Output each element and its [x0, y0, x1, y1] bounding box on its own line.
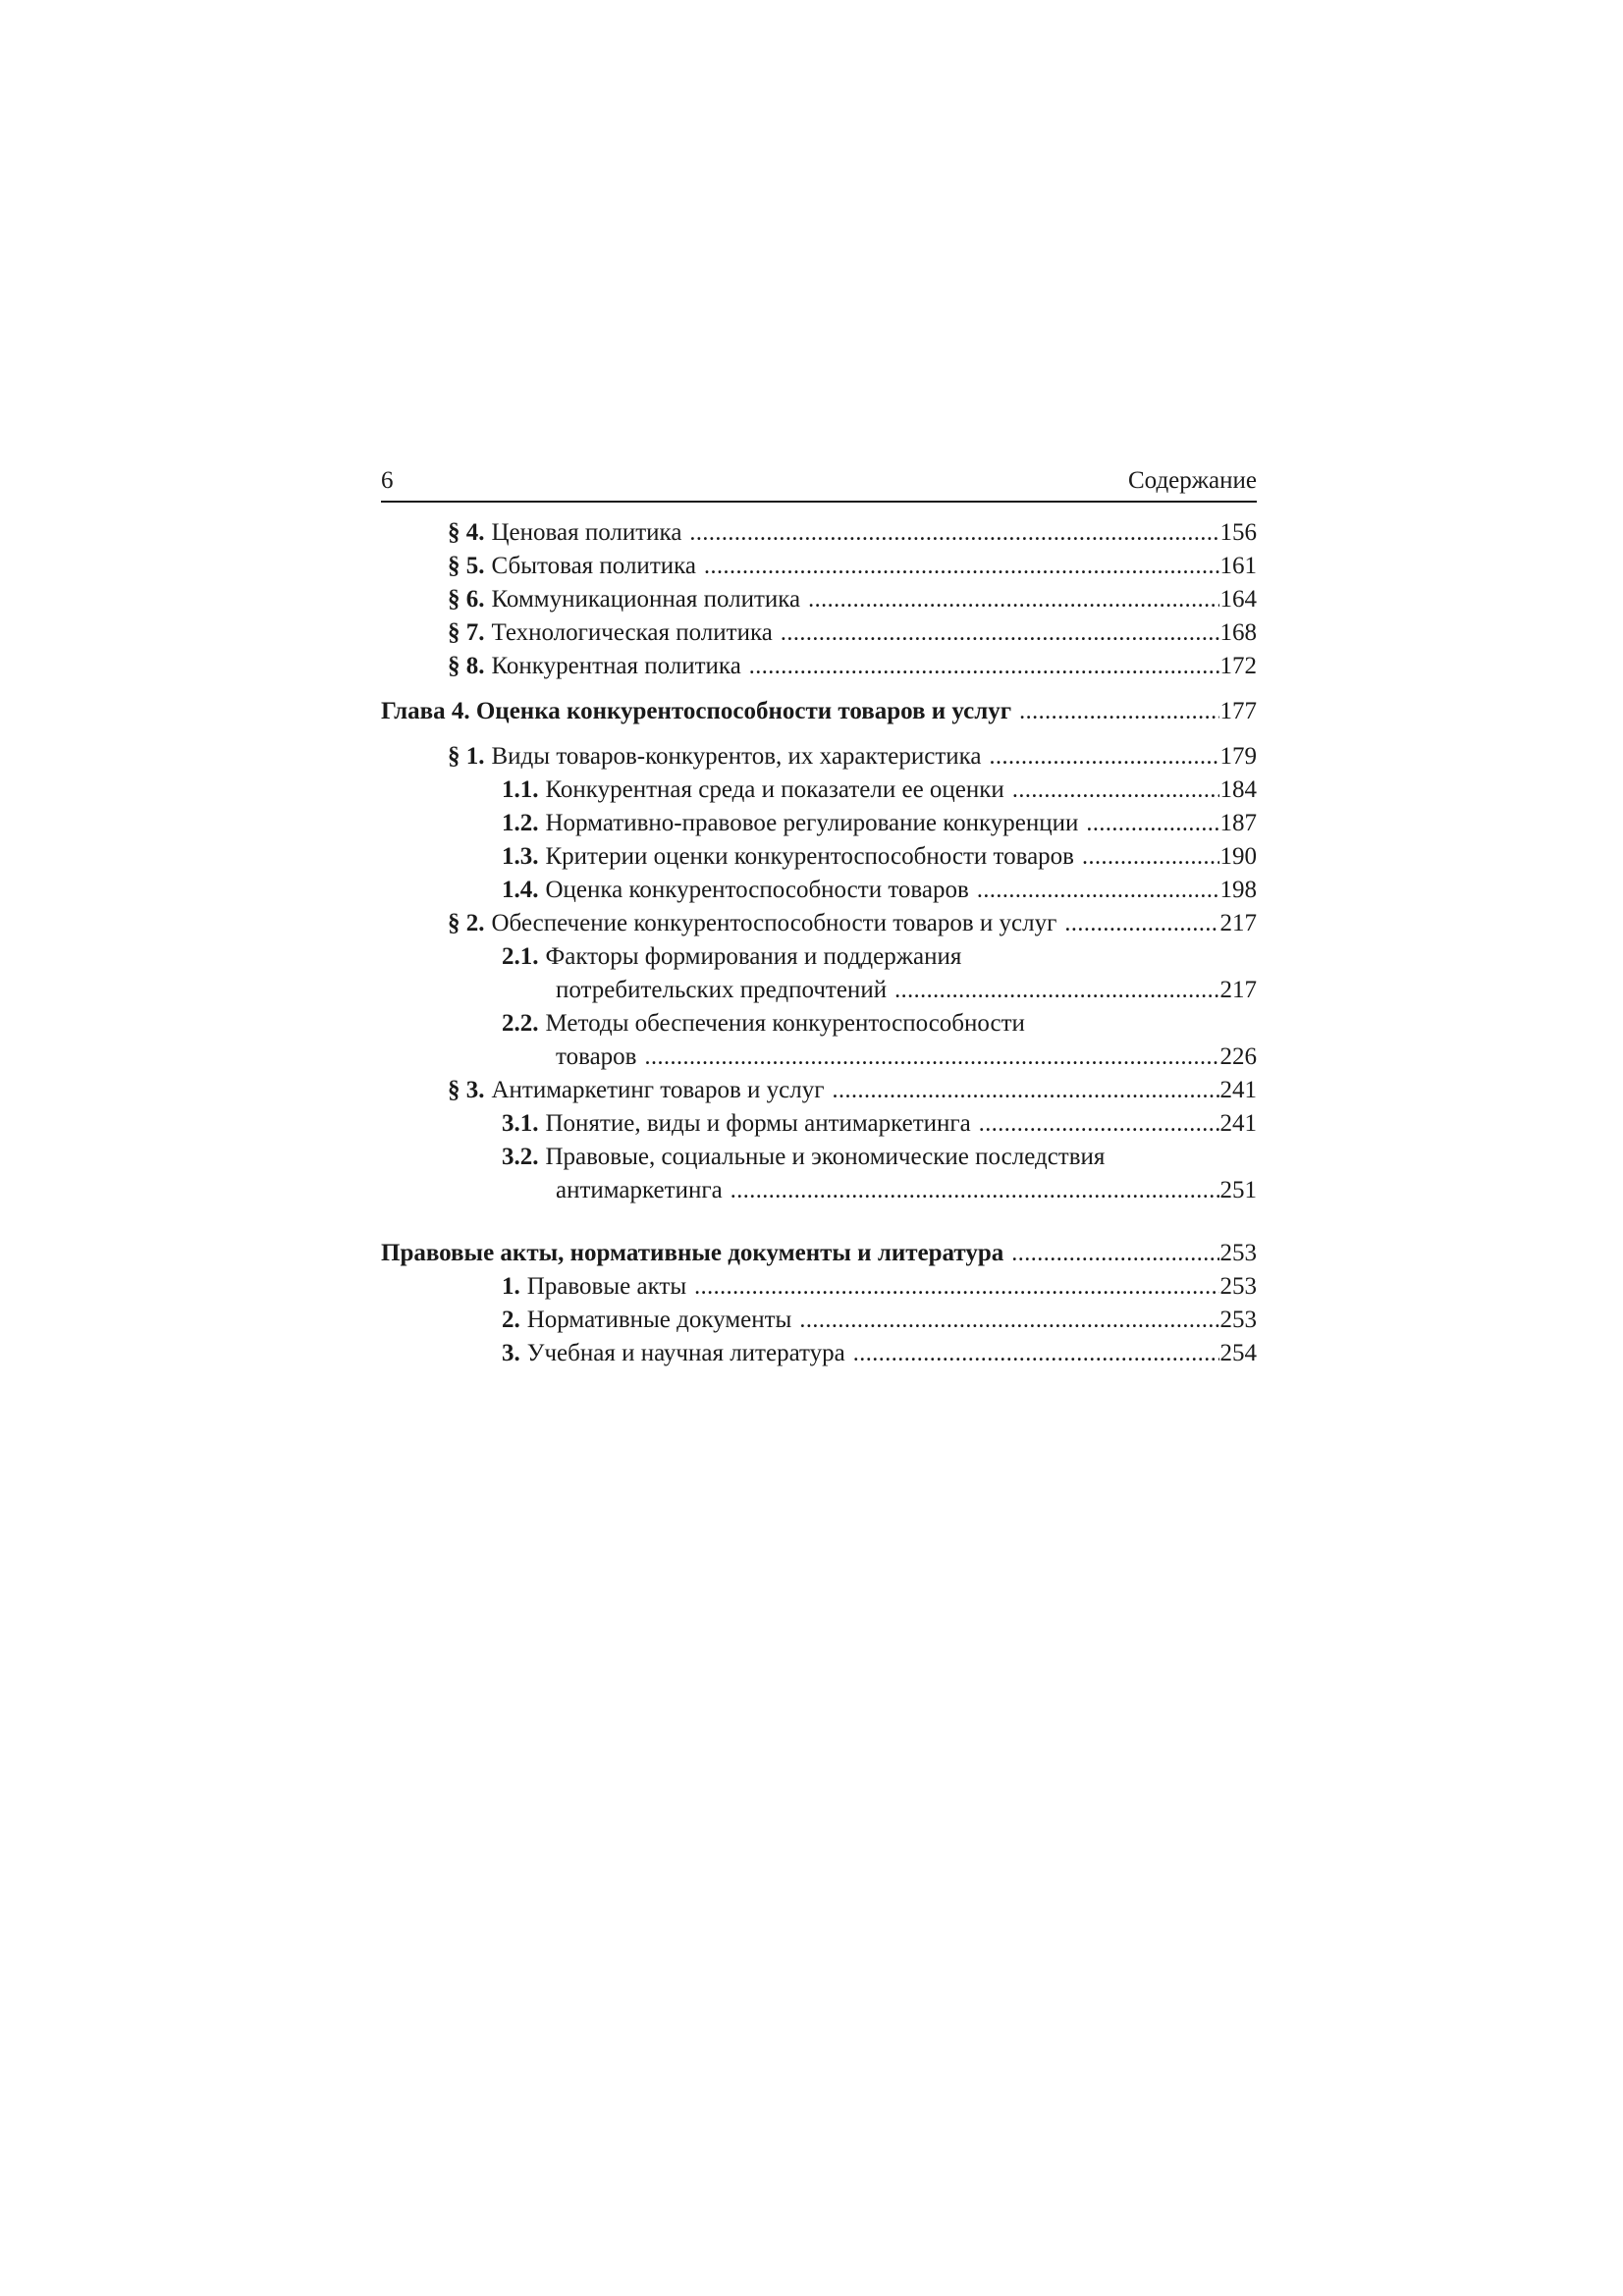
toc-chapter-title: Глава 4. Оценка конкурентоспособности товаров и услуг	[381, 698, 1012, 724]
toc-entry-page: 184	[1219, 776, 1257, 803]
toc-entry-subsection	[381, 1304, 1257, 1337]
toc-entry-chapter	[381, 1237, 1257, 1270]
running-header	[381, 461, 1257, 501]
toc-entry-section	[381, 907, 1257, 940]
toc-entry-number: 1.3.	[502, 843, 539, 870]
toc-entry-subsection	[381, 874, 1257, 907]
toc-entry-number: § 1.	[448, 743, 485, 770]
toc-entry-subsection	[381, 940, 1257, 974]
dot-leader	[1012, 774, 1219, 807]
toc-entry-page: 161	[1219, 553, 1257, 579]
toc-entry-number: § 8.	[448, 653, 485, 679]
toc-entry-subsection	[381, 1007, 1257, 1041]
toc-entry-title: Виды товаров-конкурентов, их характеристика	[491, 743, 982, 770]
toc-entry-page: 253	[1219, 1273, 1257, 1300]
toc-entry-chapter	[381, 695, 1257, 728]
dot-leader	[644, 1041, 1218, 1074]
dot-leader	[894, 974, 1218, 1007]
toc-entry-continuation	[381, 1041, 1257, 1074]
toc-entry-page: 241	[1219, 1077, 1257, 1103]
toc-entry-page: 190	[1219, 843, 1257, 870]
dot-leader	[799, 1304, 1218, 1337]
toc-entry-section	[381, 740, 1257, 774]
dot-leader	[781, 616, 1219, 650]
toc-entry-page: 226	[1219, 1043, 1257, 1070]
toc-entry-number: 3.	[502, 1340, 520, 1366]
toc-entry-page: 241	[1219, 1110, 1257, 1137]
table-of-contents	[381, 516, 1257, 1370]
toc-entry-title: Критерии оценки конкурентоспособности товаров	[545, 843, 1074, 870]
toc-entry-continuation	[381, 1174, 1257, 1207]
toc-entry-subsection	[381, 1107, 1257, 1141]
toc-entry-number: 1.1.	[502, 776, 539, 803]
toc-entry-number: § 5.	[448, 553, 485, 579]
toc-entry-title: Нормативные документы	[526, 1307, 792, 1333]
toc-entry-title: Обеспечение конкурентоспособности товаров и услуг	[491, 910, 1057, 936]
toc-entry-title: Сбытовая политика	[491, 553, 696, 579]
toc-entry-page: 172	[1219, 653, 1257, 679]
toc-entry-subsection	[381, 807, 1257, 840]
dot-leader	[1011, 1237, 1218, 1270]
toc-entry-section	[381, 550, 1257, 583]
toc-entry-page: 198	[1219, 877, 1257, 903]
dot-leader	[990, 740, 1219, 774]
dot-leader	[1019, 695, 1218, 728]
toc-entry-title: Конкурентная политика	[491, 653, 741, 679]
toc-entry-subsection	[381, 1337, 1257, 1370]
toc-entry-title: Оценка конкурентоспособности товаров	[545, 877, 969, 903]
toc-entry-number: 3.1.	[502, 1110, 539, 1137]
toc-entry-page: 217	[1219, 977, 1257, 1003]
toc-entry-page: 168	[1219, 619, 1257, 646]
page-number: 6	[381, 467, 394, 494]
toc-entry-page: 254	[1219, 1340, 1257, 1366]
toc-entry-subsection	[381, 774, 1257, 807]
toc-entry-page: 253	[1219, 1240, 1257, 1266]
toc-entry-number: 3.2.	[502, 1144, 539, 1170]
dot-leader	[1064, 907, 1218, 940]
dot-leader	[979, 1107, 1219, 1141]
toc-entry-title: Коммуникационная политика	[491, 586, 801, 613]
dot-leader	[1086, 807, 1218, 840]
toc-entry-section	[381, 583, 1257, 616]
toc-entry-title: Учебная и научная литература	[526, 1340, 845, 1366]
dot-leader	[853, 1337, 1219, 1370]
toc-entry-section	[381, 516, 1257, 550]
dot-leader	[689, 516, 1218, 550]
toc-entry-subsection	[381, 840, 1257, 874]
toc-entry-subsection	[381, 1270, 1257, 1304]
toc-entry-number: § 6.	[448, 586, 485, 613]
toc-entry-title: Правовые акты	[526, 1273, 687, 1300]
toc-entry-continuation	[381, 974, 1257, 1007]
toc-entry-title: Факторы формирования и поддержания	[545, 943, 962, 970]
toc-entry-title: Понятие, виды и формы антимаркетинга	[545, 1110, 971, 1137]
header-rule	[381, 501, 1257, 503]
toc-chapter-title: Правовые акты, нормативные документы и литература	[381, 1240, 1004, 1266]
toc-entry-title: Технологическая политика	[491, 619, 773, 646]
toc-entry-number: 2.1.	[502, 943, 539, 970]
toc-entry-title: Антимаркетинг товаров и услуг	[491, 1077, 825, 1103]
toc-entry-page: 217	[1219, 910, 1257, 936]
dot-leader	[749, 650, 1219, 683]
toc-entry-subsection	[381, 1141, 1257, 1174]
toc-entry-title: Ценовая политика	[491, 519, 682, 546]
toc-entry-number: § 2.	[448, 910, 485, 936]
toc-entry-number: 1.	[502, 1273, 520, 1300]
toc-entry-page: 164	[1219, 586, 1257, 613]
dot-leader	[730, 1174, 1219, 1207]
toc-entry-page: 251	[1219, 1177, 1257, 1203]
toc-entry-section	[381, 650, 1257, 683]
toc-entry-number: § 4.	[448, 519, 485, 546]
toc-entry-title: потребительских предпочтений	[556, 977, 888, 1003]
dot-leader	[704, 550, 1219, 583]
toc-entry-number: 1.4.	[502, 877, 539, 903]
dot-leader	[832, 1074, 1218, 1107]
running-title: Содержание	[1128, 467, 1257, 494]
toc-entry-page: 179	[1219, 743, 1257, 770]
toc-entry-title: Методы обеспечения конкурентоспособности	[545, 1010, 1025, 1037]
dot-leader	[977, 874, 1219, 907]
toc-entry-title: Конкурентная среда и показатели ее оценки	[545, 776, 1004, 803]
toc-entry-number: § 3.	[448, 1077, 485, 1103]
toc-entry-title: Нормативно-правовое регулирование конкуренции	[545, 810, 1079, 836]
toc-entry-title: Правовые, социальные и экономические последствия	[545, 1144, 1106, 1170]
toc-entry-section	[381, 1074, 1257, 1107]
toc-entry-number: 1.2.	[502, 810, 539, 836]
toc-entry-number: § 7.	[448, 619, 485, 646]
toc-entry-section	[381, 616, 1257, 650]
toc-entry-page: 187	[1219, 810, 1257, 836]
toc-entry-title: антимаркетинга	[556, 1177, 723, 1203]
dot-leader	[1082, 840, 1219, 874]
toc-entry-page: 177	[1219, 698, 1257, 724]
dot-leader	[808, 583, 1218, 616]
toc-entry-number: 2.2.	[502, 1010, 539, 1037]
toc-entry-number: 2.	[502, 1307, 520, 1333]
toc-entry-page: 253	[1219, 1307, 1257, 1333]
toc-entry-page: 156	[1219, 519, 1257, 546]
toc-entry-title: товаров	[556, 1043, 637, 1070]
dot-leader	[694, 1270, 1218, 1304]
